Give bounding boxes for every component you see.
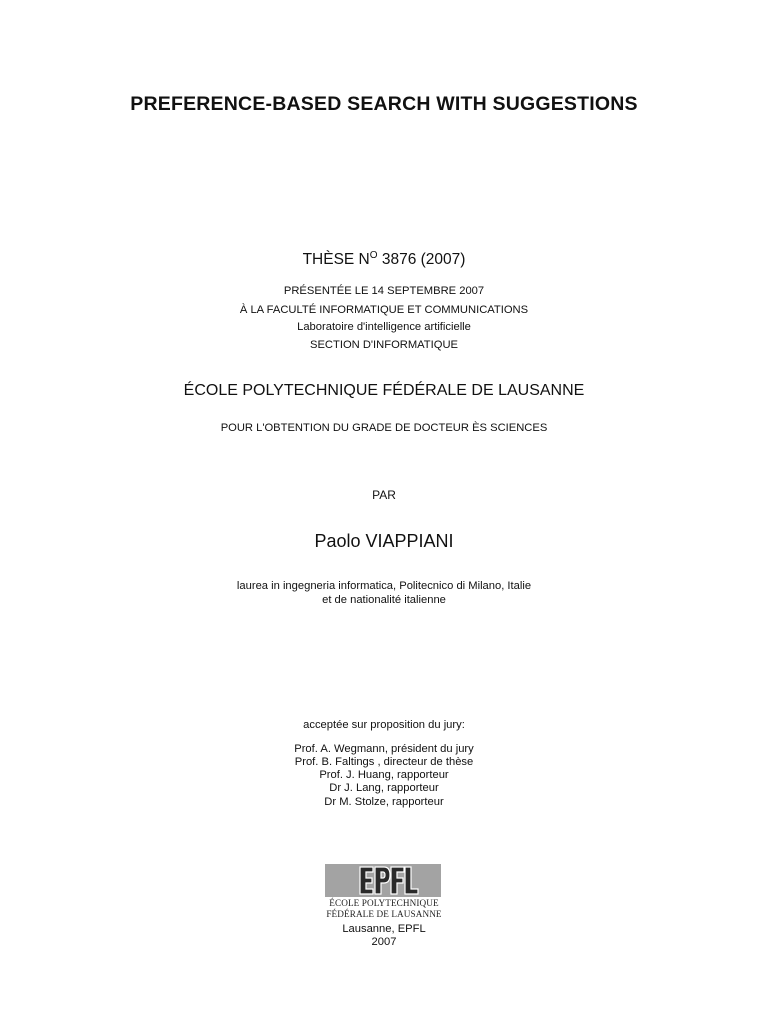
epfl-logo-mark bbox=[325, 864, 441, 897]
school-name: ÉCOLE POLYTECHNIQUE FÉDÉRALE DE LAUSANNE bbox=[183, 382, 585, 399]
section: SECTION D'INFORMATIQUE bbox=[310, 339, 458, 351]
author-name: Paolo VIAPPIANI bbox=[314, 531, 454, 551]
author-degree: laurea in ingegneria informatica, Politecnico di Milano, Italie bbox=[236, 580, 532, 592]
thesis-number-superscript: O bbox=[369, 250, 378, 261]
epfl-logo-line1: ÉCOLE POLYTECHNIQUE bbox=[329, 898, 439, 908]
presentation-date: PRÉSENTÉE LE 14 SEPTEMBRE 2007 bbox=[283, 285, 485, 297]
thesis-title: PREFERENCE-BASED SEARCH WITH SUGGESTIONS bbox=[130, 93, 638, 115]
thesis-number bbox=[0, 252, 768, 268]
epfl-logo-icon bbox=[325, 864, 441, 897]
faculty: À LA FACULTÉ INFORMATIQUE ET COMMUNICATIONS bbox=[239, 304, 529, 316]
jury-member: Prof. J. Huang, rapporteur bbox=[319, 769, 449, 781]
jury-intro: acceptée sur proposition du jury: bbox=[303, 719, 465, 731]
jury-member: Dr J. Lang, rapporteur bbox=[329, 782, 439, 794]
jury-member: Prof. B. Faltings , directeur de thèse bbox=[294, 756, 474, 768]
thesis-number-value: 3876 (2007) bbox=[377, 251, 466, 268]
thesis-label: THÈSE N bbox=[302, 251, 370, 268]
year: 2007 bbox=[371, 936, 397, 948]
epfl-logo bbox=[325, 864, 443, 919]
place: Lausanne, EPFL bbox=[342, 923, 426, 935]
author-nationality: et de nationalité italienne bbox=[322, 594, 446, 606]
epfl-logo-line2: FÉDÉRALE DE LAUSANNE bbox=[326, 909, 442, 919]
degree-purpose: POUR L'OBTENTION DU GRADE DE DOCTEUR ÈS SCIENCES bbox=[220, 422, 548, 434]
jury-member: Dr M. Stolze, rapporteur bbox=[324, 796, 444, 808]
laboratory: Laboratoire d'intelligence artificielle bbox=[297, 321, 471, 333]
par-label: PAR bbox=[372, 488, 396, 502]
jury-member: Prof. A. Wegmann, président du jury bbox=[294, 743, 474, 755]
